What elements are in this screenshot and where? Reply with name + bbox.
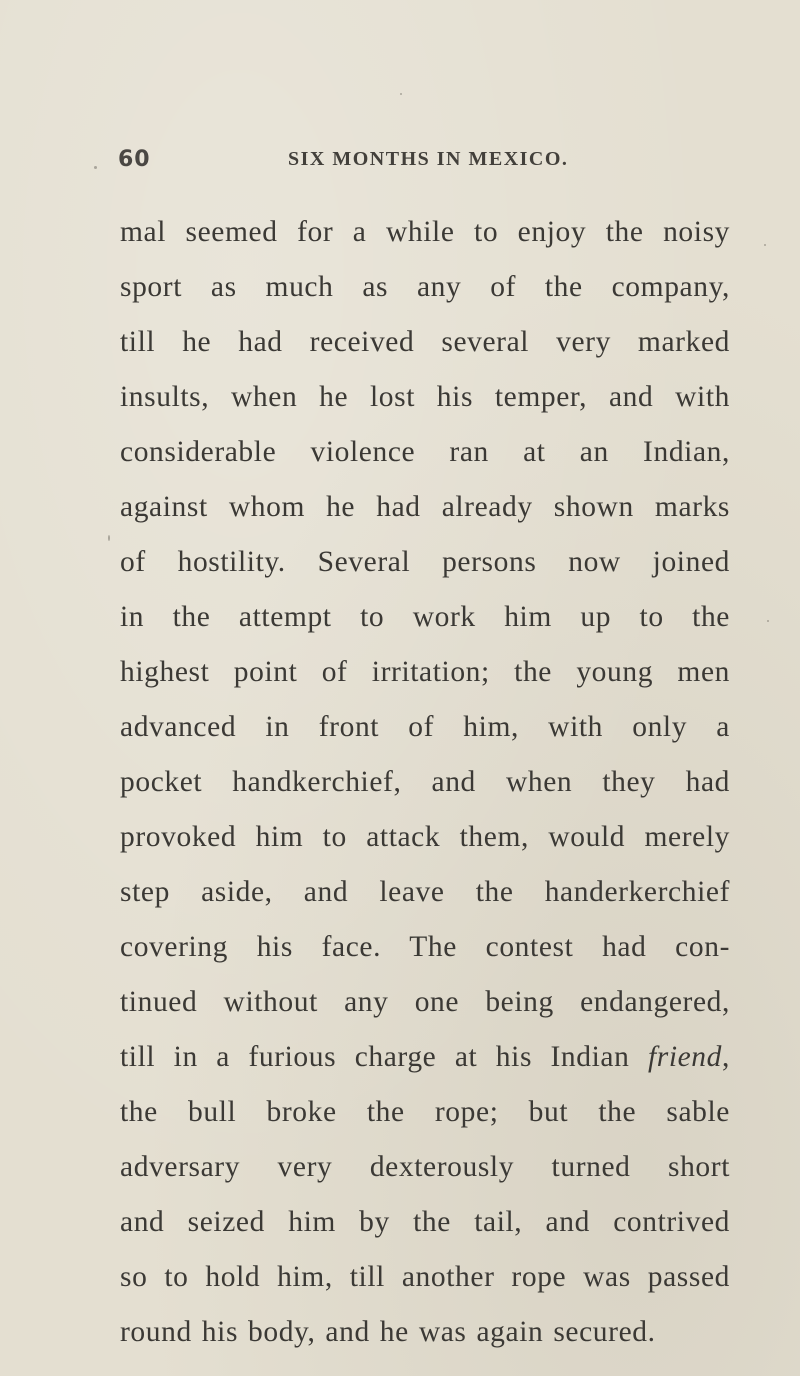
text-line: till he had received several very marked (120, 326, 730, 358)
text-line: mal seemed for a while to enjoy the noisy (120, 216, 730, 248)
running-title: SIX MONTHS IN MEXICO. (288, 148, 569, 170)
text-line: insults, when he lost his temper, and with (120, 381, 730, 413)
page-number: 60 (118, 147, 151, 172)
text-line: highest point of irritation; the young men (120, 656, 730, 688)
text-line: in the attempt to work him up to the (120, 601, 730, 633)
text-line: covering his face. The contest had con- (120, 931, 730, 963)
text-line: till in a furious charge at his Indian friend, (120, 1041, 730, 1073)
paper-speck (108, 535, 110, 541)
paper-speck (400, 93, 402, 95)
text-line: round his body, and he was again secured. (120, 1316, 656, 1348)
paper-speck (94, 166, 97, 169)
text-line: sport as much as any of the company, (120, 271, 730, 303)
running-head (0, 147, 800, 187)
text-line: considerable violence ran at an Indian, (120, 436, 730, 468)
text-line: step aside, and leave the handerkerchief (120, 876, 730, 908)
text-line: so to hold him, till another rope was passed (120, 1261, 730, 1293)
text-line: adversary very dexterously turned short (120, 1151, 730, 1183)
text-line: of hostility. Several persons now joined (120, 546, 730, 578)
text-line: pocket handkerchief, and when they had (120, 766, 730, 798)
text-line: and seized him by the tail, and contrived (120, 1206, 730, 1238)
text-line: advanced in front of him, with only a (120, 711, 730, 743)
italic-word: friend (647, 1041, 723, 1073)
paper-speck (767, 620, 769, 622)
text-line: against whom he had already shown marks (120, 491, 730, 523)
text-line: tinued without any one being endangered, (120, 986, 730, 1018)
text-line: the bull broke the rope; but the sable (120, 1096, 730, 1128)
paper-speck (764, 244, 766, 246)
text-line: provoked him to attack them, would merely (120, 821, 730, 853)
